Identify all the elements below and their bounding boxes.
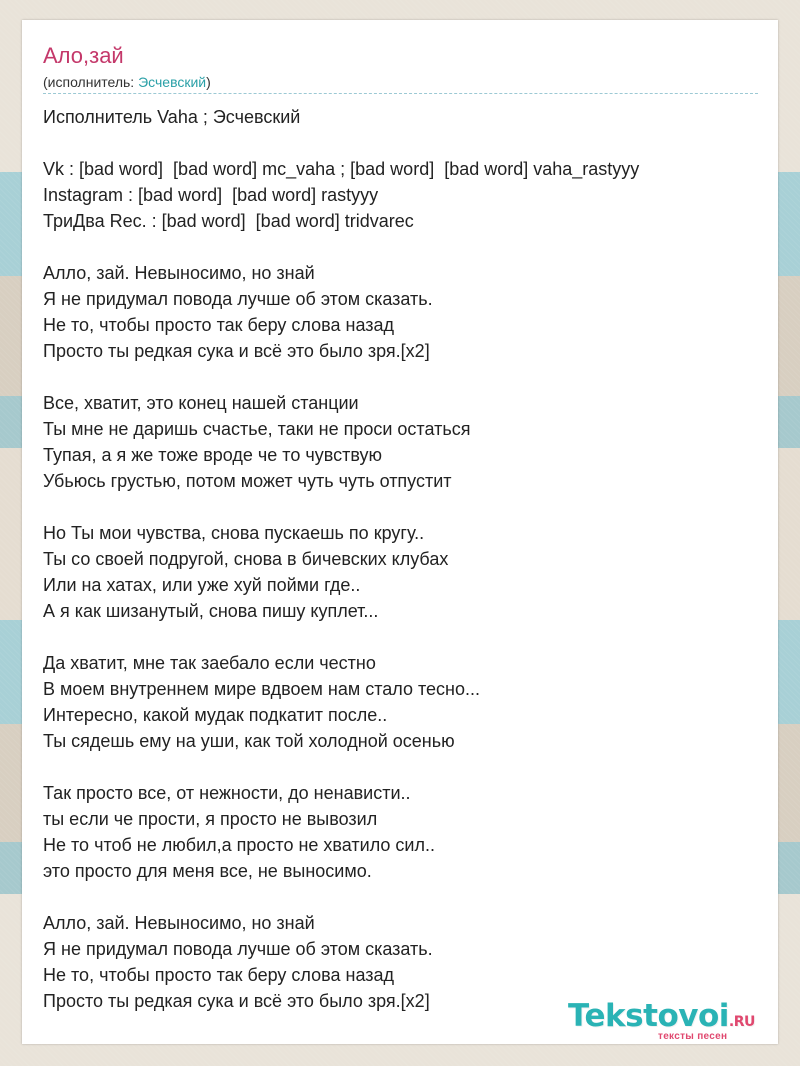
lyrics-line: Или на хатах, или уже хуй пойми где..: [43, 575, 361, 595]
lyrics-line: Все, хватит, это конец нашей станции: [43, 393, 359, 413]
lyrics-line: Тупая, а я же тоже вроде че то чувствую: [43, 445, 383, 465]
lyrics-blank-line: [43, 234, 763, 260]
lyrics-line: Я не придумал повода лучше об этом сказать.: [43, 289, 433, 309]
site-logo[interactable]: [568, 1000, 778, 1044]
lyrics-line: Просто ты редкая сука и всё это было зря.[x2]: [43, 341, 430, 361]
lyrics-line: Не то, чтобы просто так беру слова назад: [43, 315, 395, 335]
artist-line: [43, 73, 211, 91]
lyrics-blank-line: [43, 754, 763, 780]
lyrics-blank-line: [43, 130, 763, 156]
lyrics-line: это просто для меня все, не выносимо.: [43, 861, 372, 881]
lyrics-text: [43, 104, 763, 1014]
lyrics-line: Не то чтоб не любил,а просто не хватило сил..: [43, 835, 435, 855]
song-title: Ало,зай: [43, 43, 124, 68]
lyrics-blank-line: [43, 364, 763, 390]
lyrics-line: Алло, зай. Невыносимо, но знай: [43, 913, 315, 933]
artist-prefix: (исполнитель:: [43, 74, 139, 90]
lyrics-blank-line: [43, 494, 763, 520]
lyrics-line: Не то, чтобы просто так беру слова назад: [43, 965, 395, 985]
lyrics-line: Так просто все, от нежности, до ненависти..: [43, 783, 411, 803]
lyrics-line: Интересно, какой мудак подкатит после..: [43, 705, 388, 725]
lyrics-line: Убьюсь грустью, потом может чуть чуть отпустит: [43, 471, 452, 491]
logo-main-text: Tekstovoi: [568, 998, 729, 1034]
lyrics-line: Vk : [bad word] [bad word] mc_vaha ; [bad word] [bad word] vaha_rastyyy: [43, 159, 640, 179]
lyrics-line: Да хватит, мне так заебало если честно: [43, 653, 376, 673]
lyrics-line: ТриДва Rec. : [bad word] [bad word] tridvarec: [43, 211, 414, 231]
artist-suffix: ): [206, 74, 211, 90]
lyrics-line: Алло, зай. Невыносимо, но знай: [43, 263, 315, 283]
lyrics-line: Просто ты редкая сука и всё это было зря.[x2]: [43, 991, 430, 1011]
lyrics-line: А я как шизанутый, снова пишу куплет...: [43, 601, 379, 621]
artist-link[interactable]: Эсчевский: [138, 74, 207, 90]
lyrics-line: В моем внутреннем мире вдвоем нам стало тесно...: [43, 679, 480, 699]
lyrics-blank-line: [43, 624, 763, 650]
lyrics-line: Ты мне не даришь счастье, таки не проси остаться: [43, 419, 471, 439]
title-separator: [43, 93, 758, 94]
logo-domain: .RU: [728, 1014, 755, 1030]
logo-tagline: тексты песен: [658, 1031, 728, 1042]
lyrics-line: Ты со своей подругой, снова в бичевских клубах: [43, 549, 449, 569]
lyrics-line: Но Ты мои чувства, снова пускаешь по кругу..: [43, 523, 425, 543]
lyrics-line: Ты сядешь ему на уши, как той холодной осенью: [43, 731, 455, 751]
lyrics-card: [22, 20, 778, 1044]
lyrics-line: Instagram : [bad word] [bad word] rastyyy: [43, 185, 379, 205]
lyrics-line: ты если че прости, я просто не вывозил: [43, 809, 378, 829]
lyrics-line: Я не придумал повода лучше об этом сказать.: [43, 939, 433, 959]
lyrics-blank-line: [43, 884, 763, 910]
lyrics-line: Исполнитель Vaha ; Эсчевский: [43, 107, 301, 127]
